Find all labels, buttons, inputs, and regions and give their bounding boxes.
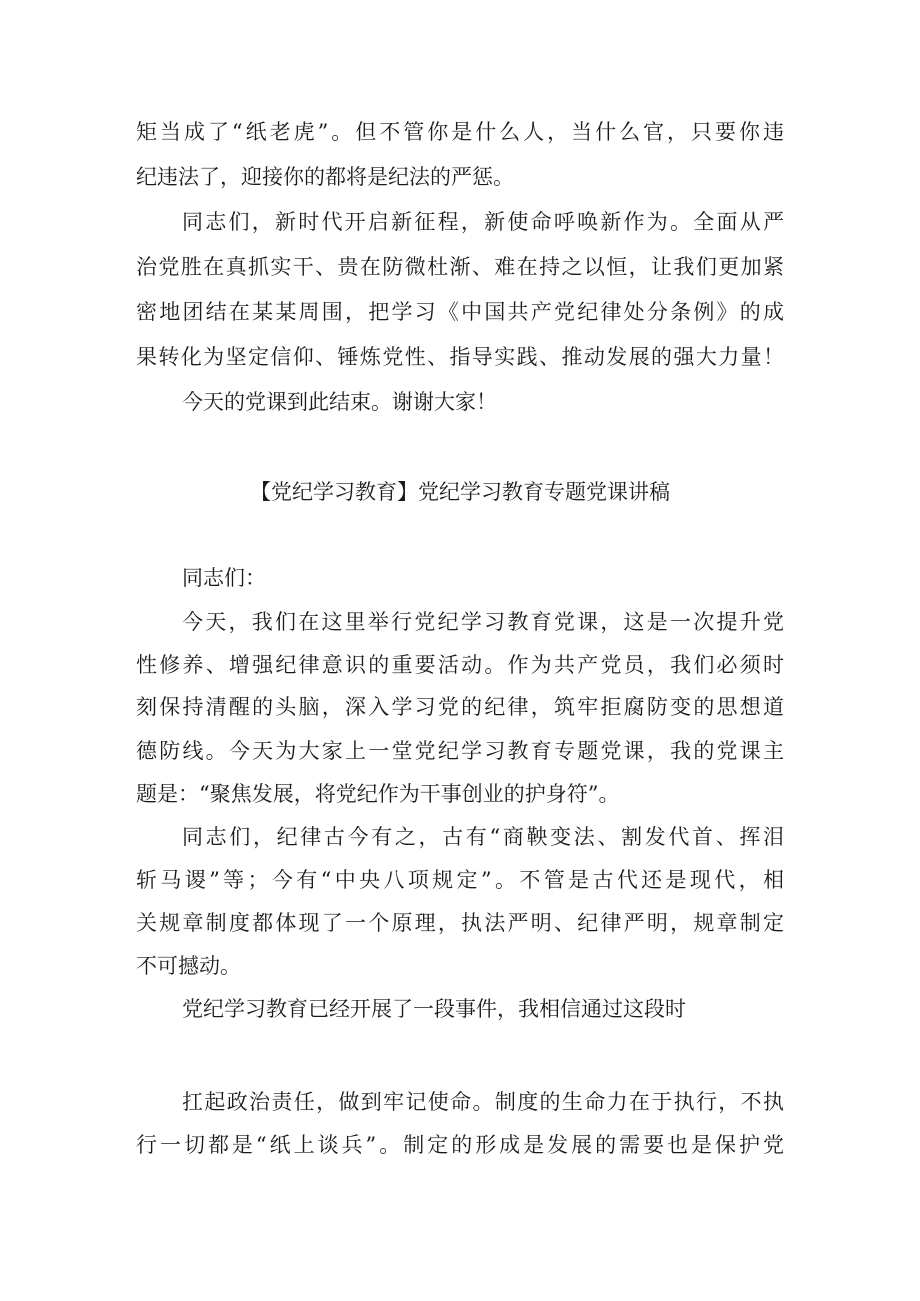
paragraph-line: 纪违法了，迎接你的都将是纪法的严惩。 bbox=[136, 165, 514, 189]
salutation: 同志们： bbox=[182, 566, 266, 590]
paragraph-line: 治党胜在真抓实干、贵在防微杜渐、难在持之以恒，让我们更加紧 bbox=[136, 255, 784, 279]
paragraph-line: 关规章制度都体现了一个原理，执法严明、纪律严明，规章制定 bbox=[136, 911, 784, 935]
paragraph-line: 同志们，新时代开启新征程，新使命呼唤新作为。全面从严 bbox=[182, 210, 784, 234]
paragraph-line: 果转化为坚定信仰、锤炼党性、指导实践、推动发展的强大力量！ bbox=[136, 345, 784, 369]
paragraph-line: 行一切都是“纸上谈兵”。制定的形成是发展的需要也是保护党 bbox=[136, 1133, 784, 1157]
paragraph-line: 性修养、增强纪律意识的重要活动。作为共产党员，我们必须时 bbox=[136, 653, 784, 677]
paragraph-line: 扛起政治责任，做到牢记使命。制度的生命力在于执行，不执 bbox=[182, 1090, 784, 1114]
paragraph-line: 刻保持清醒的头脑，深入学习党的纪律，筑牢拒腐防变的思想道 bbox=[136, 695, 784, 719]
paragraph-line: 矩当成了“纸老虎”。但不管你是什么人，当什么官，只要你违 bbox=[136, 120, 784, 144]
paragraph-line: 今天的党课到此结束。谢谢大家！ bbox=[182, 390, 497, 414]
paragraph-line: 斩马谡”等；今有“中央八项规定”。不管是古代还是现代，相 bbox=[136, 868, 784, 892]
section-title: 【党纪学习教育】党纪学习教育专题党课讲稿 bbox=[250, 480, 670, 504]
paragraph-line: 同志们，纪律古今有之，古有“商鞅变法、割发代首、挥泪 bbox=[182, 825, 784, 849]
paragraph-line: 题是：“聚焦发展，将党纪作为干事创业的护身符”。 bbox=[136, 782, 620, 806]
paragraph-line: 德防线。今天为大家上一堂党纪学习教育专题党课，我的党课主 bbox=[136, 739, 784, 763]
paragraph-line: 不可撼动。 bbox=[136, 954, 241, 978]
paragraph-line: 党纪学习教育已经开展了一段事件，我相信通过这段时 bbox=[182, 997, 686, 1021]
paragraph-line: 密地团结在某某周围，把学习《中国共产党纪律处分条例》的成 bbox=[136, 300, 784, 324]
paragraph-line: 今天，我们在这里举行党纪学习教育党课，这是一次提升党 bbox=[182, 610, 784, 634]
